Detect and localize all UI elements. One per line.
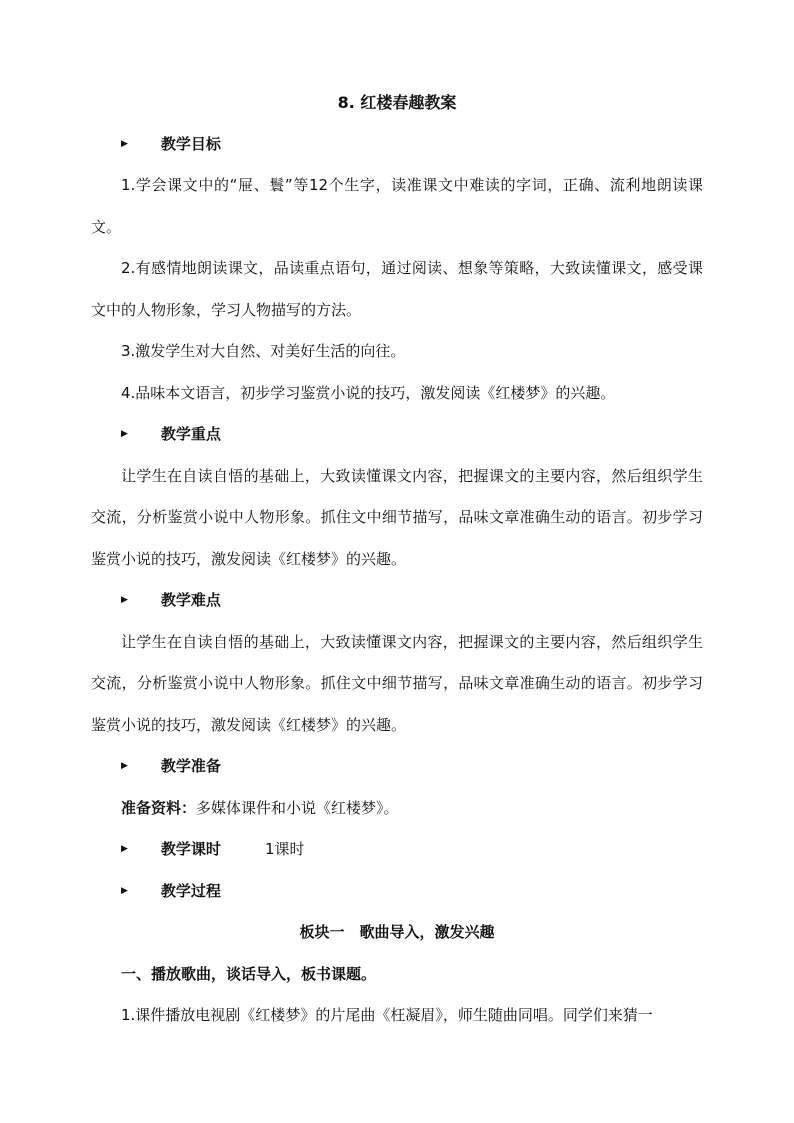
step-text: 1.课件播放电视剧《红楼梦》的片尾曲《枉凝眉》，师生随曲同唱。同学们来猜一 (121, 1006, 653, 1024)
preparation-line (91, 788, 703, 830)
section-heading-label: 教学课时 (160, 840, 221, 858)
section-heading-label: 教学目标 (160, 134, 221, 153)
triangle-bullet-icon: ▶ (121, 429, 128, 440)
preparation-text: 多媒体课件和小说《红楼梦》。 (196, 798, 399, 817)
document-body (91, 82, 703, 1037)
preparation-label: 准备资料： (121, 798, 197, 817)
document-title: 8. 红楼春趣教案 (337, 93, 457, 112)
triangle-bullet-icon: ▶ (121, 138, 128, 149)
section-heading-goals (91, 124, 703, 166)
section-heading-label: 教学过程 (160, 881, 221, 900)
hours-value: 1课时 (264, 840, 305, 858)
difficulties-text: 让学生在自读自悟的基础上，大致读懂课文内容，把握课文的主要内容，然后组织学生交流，分析鉴赏小说中人物形象。抓住文中细节描写，品味文章准确生动的语言。初步学习鉴赏小说的技巧，激发阅读《红楼梦》的兴趣。 (91, 632, 703, 734)
section-heading-preparation (91, 746, 703, 788)
key-points-text: 让学生在自读自悟的基础上，大致读懂课文内容，把握课文的主要内容，然后组织学生交流，分析鉴赏小说中人物形象。抓住文中细节描写，品味文章准确生动的语言。初步学习鉴赏小说的技巧，激发阅读《红楼梦》的兴趣。 (91, 466, 703, 568)
section-heading-hours (91, 829, 703, 871)
section-heading-label: 教学难点 (160, 591, 221, 609)
section-heading-key-points (91, 414, 703, 456)
block-title: 板块一 歌曲导入，激发兴趣 (299, 923, 495, 941)
triangle-bullet-icon: ▶ (121, 844, 128, 855)
triangle-bullet-icon: ▶ (121, 595, 128, 606)
triangle-bullet-icon: ▶ (121, 885, 128, 896)
triangle-bullet-icon: ▶ (121, 761, 128, 772)
goal-item: 4.品味本文语言，初步学习鉴赏小说的技巧，激发阅读《红楼梦》的兴趣。 (121, 383, 616, 402)
section-heading-difficulties (91, 580, 703, 622)
section-heading-process (91, 871, 703, 913)
goal-item: 2.有感情地朗读课文，品读重点语句，通过阅读、想象等策略，大致读懂课文，感受课文中的人物形象，学习人物描写的方法。 (91, 259, 703, 319)
step-title: 一、播放歌曲，谈话导入，板书课题。 (121, 964, 377, 983)
section-heading-label: 教学重点 (160, 425, 221, 443)
goal-item: 3.激发学生对大自然、对美好生活的向往。 (121, 342, 406, 360)
goal-item: 1.学会课文中的“屉、鬟”等12个生字，读准课文中难读的字词，正确、流利地朗读课文。 (91, 176, 703, 236)
section-heading-label: 教学准备 (160, 757, 221, 775)
